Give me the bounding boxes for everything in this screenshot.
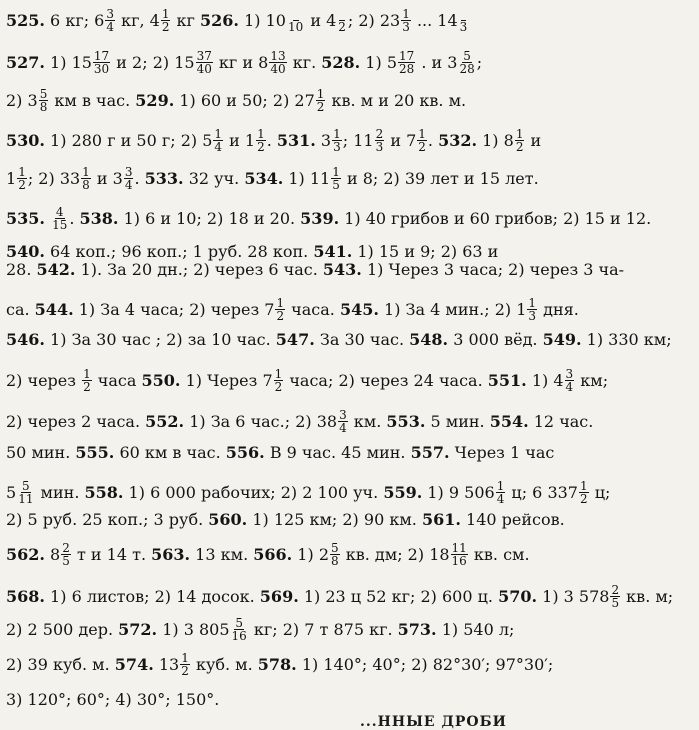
answer-text: 1) 125 км; 2) 90 км. [247, 510, 422, 529]
fraction-denominator: 16 [231, 629, 247, 643]
problem-number: 530. [6, 130, 45, 150]
answer-text: 12 час. [528, 411, 594, 431]
problem-number: 547. [275, 330, 315, 349]
fraction-denominator: 2 [83, 380, 91, 394]
answer-text: 1). За 20 дн.; 2) через 6 час. [75, 260, 323, 279]
answer-line [6, 297, 695, 322]
fraction-denominator: 40 [270, 62, 286, 76]
answer-text: 50 мин. [6, 443, 76, 462]
answer-line [6, 443, 695, 463]
answer-line [6, 690, 695, 710]
answer-text: кг [171, 10, 201, 30]
answer-text: км в час. [49, 90, 136, 110]
fraction-numerator: 1 [83, 367, 91, 381]
answer-text: . и 3 [416, 52, 458, 72]
fraction-numerator: 5 [235, 616, 243, 630]
problem-number: 542. [36, 260, 76, 279]
answer-text: 3 000 вёд. [448, 330, 543, 349]
fraction-numerator: 4 [55, 205, 64, 219]
problem-number: 558. [84, 482, 124, 502]
answer-text: 1) 15 [44, 52, 92, 72]
fraction-denominator: 2 [276, 309, 285, 323]
answer-text: 1 [6, 168, 17, 188]
answer-text: 1) За 4 мин.; 2) 1 [378, 299, 527, 319]
answer-text: 2) 2 500 дер. [6, 619, 119, 639]
fraction [332, 128, 342, 153]
answer-text: 60 км в час. [114, 443, 226, 462]
fraction-numerator: 2 [611, 583, 620, 597]
answer-text: ... 14 [411, 10, 458, 30]
fraction-numerator: 3 [565, 367, 574, 381]
fraction-numerator: 5 [39, 87, 48, 101]
answer-text: дня. [538, 299, 579, 319]
answer-text: 1) 280 г и 50 г; 2) 5 [44, 130, 213, 150]
problem-number: 573. [397, 619, 437, 639]
fraction [398, 50, 415, 75]
answer-text: кг и 8 [213, 52, 269, 72]
problem-number: 529. [135, 90, 175, 110]
answer-text: и 8; 2) 39 лет и 15 лет. [341, 168, 539, 188]
fraction-denominator: 2 [316, 100, 325, 114]
fraction-numerator: 5 [463, 49, 471, 63]
fraction-numerator: 2 [375, 127, 384, 141]
fraction [61, 542, 71, 567]
problem-number: 534. [244, 168, 284, 188]
answer-text: км; [575, 370, 609, 390]
answer-text: В 9 час. 45 мин. [264, 443, 411, 462]
fraction [274, 368, 284, 393]
answer-text: 5 [6, 482, 17, 502]
answer-line [6, 542, 695, 567]
fraction [81, 166, 91, 191]
fraction-denominator: 3 [375, 140, 384, 154]
fraction [287, 8, 304, 33]
fraction [180, 652, 190, 677]
answer-text: 5 мин. [425, 411, 490, 431]
fraction-denominator: 30 [93, 62, 110, 76]
problem-number: 527. [6, 52, 45, 72]
answer-text: 32 уч. [183, 168, 245, 188]
problem-number: 532. [438, 130, 478, 150]
problem-number: 557. [410, 443, 450, 462]
fraction [231, 617, 248, 642]
problem-number: 545. [339, 299, 379, 319]
fraction-denominator: 3 [402, 20, 410, 34]
section-heading-partial: ...ННЫЕ ДРОБИ [360, 714, 507, 730]
fraction-denominator: 2 [257, 140, 265, 154]
answer-text: и 3 [91, 168, 123, 188]
answer-text: . [266, 130, 277, 150]
answer-text: 1) 6 и 10; 2) 18 и 20. [118, 208, 301, 228]
fraction-denominator: 5 [611, 596, 620, 610]
fraction [610, 584, 620, 609]
fraction [459, 8, 469, 33]
answer-text: 2) 3 [6, 90, 38, 110]
fraction [451, 542, 468, 567]
fraction [338, 409, 348, 434]
problem-number: 544. [34, 299, 74, 319]
fraction-numerator: 1 [214, 127, 223, 141]
answer-text: 2) 39 куб. м. [6, 654, 115, 674]
fraction [161, 8, 171, 33]
fraction [105, 8, 115, 33]
problem-number: 562. [6, 544, 45, 564]
fraction [17, 166, 27, 191]
fraction-denominator: 3 [528, 309, 537, 323]
problem-number: 551. [487, 370, 527, 390]
fraction [527, 297, 537, 322]
fraction-numerator: 37 [196, 49, 212, 63]
answer-text: 1) 15 и 9; 2) 63 и [352, 242, 499, 261]
answer-text: . [427, 130, 439, 150]
fraction-numerator: 1 [579, 479, 588, 493]
problem-number: 570. [498, 586, 538, 606]
problem-number: 533. [144, 168, 184, 188]
fraction [337, 8, 347, 33]
answer-text: и [525, 130, 542, 150]
answer-text: 1) 6 000 рабочих; 2) 2 100 уч. [123, 482, 384, 502]
fraction-denominator: 5 [332, 178, 340, 192]
answer-text: и 1 [224, 130, 256, 150]
fraction-denominator: 4 [106, 20, 114, 34]
fraction-denominator: 8 [331, 554, 339, 568]
answer-text: 1) 330 км; [581, 330, 672, 349]
fraction-numerator: 1 [18, 165, 26, 179]
fraction-denominator: 11 [18, 492, 34, 506]
fraction [330, 542, 340, 567]
fraction-denominator: 5 [62, 554, 70, 568]
answer-line [6, 50, 695, 75]
problem-number: 574. [114, 654, 154, 674]
answer-text: За 30 час. [314, 330, 410, 349]
fraction-denominator: 28 [399, 62, 415, 76]
answer-text: 1) За 6 час.; 2) 38 [184, 411, 338, 431]
answer-text: 1) 4 [526, 370, 564, 390]
problem-number: 554. [489, 411, 529, 431]
fraction-denominator: 2 [274, 380, 283, 394]
problem-number: 548. [409, 330, 449, 349]
answer-text: т и 14 т. [71, 544, 152, 564]
problem-number: 540. [6, 242, 45, 261]
answer-line [6, 88, 695, 113]
answer-text: 1) 5 [360, 52, 397, 72]
fraction [458, 50, 475, 75]
answer-text: 1) За 4 часа; 2) через 7 [73, 299, 275, 319]
problem-number: 553. [386, 411, 426, 431]
answer-text: ; 11 [342, 130, 374, 150]
fraction [39, 88, 49, 113]
fraction-numerator: 11 [451, 541, 467, 555]
fraction-numerator: 1 [332, 165, 340, 179]
problem-number: 578. [257, 654, 297, 674]
answer-text: 2) через 2 часа. [6, 411, 146, 431]
fraction-denominator: 4 [565, 380, 574, 394]
fraction [275, 297, 285, 322]
fraction [375, 128, 385, 153]
problem-number: 539. [300, 208, 340, 228]
problem-number: 528. [321, 52, 361, 72]
fraction-numerator: 13 [270, 49, 286, 63]
fraction-numerator: 1 [274, 367, 283, 381]
answer-text: 1) 10 [239, 10, 286, 30]
answer-text: и 4 [305, 10, 337, 30]
problem-number: 526. [200, 10, 239, 30]
problem-number: 552. [145, 411, 185, 431]
answer-text: ; 2) 33 [27, 168, 81, 188]
fraction [124, 166, 134, 191]
problem-number: 555. [75, 443, 115, 462]
answer-line [6, 652, 695, 677]
problem-number: 561. [421, 510, 461, 529]
answer-line [6, 617, 695, 642]
fraction-numerator: 1 [316, 87, 325, 101]
answer-text: и 7 [385, 130, 417, 150]
problem-number: 549. [542, 330, 582, 349]
fraction-denominator: 8 [82, 178, 90, 192]
fraction [515, 128, 525, 153]
answer-text: 8 [44, 544, 61, 564]
fraction-numerator: 1 [418, 127, 426, 141]
fraction-denominator: 4 [124, 178, 133, 192]
fraction [213, 128, 223, 153]
answer-text: . [134, 168, 145, 188]
answer-text: и 2; 2) 15 [111, 52, 195, 72]
fraction-numerator: 1 [181, 651, 189, 665]
fraction-denominator: 2 [18, 178, 26, 192]
answer-text: са. [6, 299, 35, 319]
problem-number: 525. [6, 10, 45, 30]
fraction-numerator: 1 [402, 7, 410, 21]
answer-text: 1) 2 [292, 544, 329, 564]
answer-text: 1) 40 грибов и 60 грибов; 2) 15 и 12. [339, 208, 652, 228]
fraction [401, 8, 411, 33]
fraction [269, 50, 286, 75]
answer-line [6, 368, 695, 393]
fraction-numerator: 2 [62, 541, 70, 555]
answer-text: кв. м; [621, 586, 674, 606]
answer-line [6, 330, 695, 350]
fraction [17, 480, 34, 505]
fraction-denominator: 3 [333, 140, 341, 154]
fraction-denominator: 3 [459, 20, 468, 34]
fraction-numerator: 1 [257, 127, 265, 141]
answer-text: 6 кг; 6 [44, 10, 105, 30]
fraction-numerator: 1 [333, 127, 341, 141]
answer-text: кг, 4 [116, 10, 160, 30]
fraction [331, 166, 341, 191]
fraction-numerator: 3 [106, 7, 114, 21]
problem-number: 546. [6, 330, 45, 349]
fraction-numerator: 3 [124, 165, 133, 179]
fraction [82, 368, 92, 393]
fraction-denominator: 2 [579, 492, 588, 506]
fraction-denominator: 4 [339, 421, 347, 435]
fraction [196, 50, 213, 75]
answer-line [6, 480, 695, 505]
answer-text: 28. [6, 260, 37, 279]
fraction-denominator: 15 [52, 218, 68, 232]
fraction-numerator: 1 [515, 127, 524, 141]
fraction-denominator: 4 [496, 492, 505, 506]
answer-text: ; [476, 52, 483, 72]
answer-text: часа. [286, 299, 340, 319]
answer-text: . [69, 208, 80, 228]
answer-text: кг. [287, 52, 322, 72]
answer-text [45, 209, 50, 229]
problem-number: 569. [259, 586, 299, 606]
fraction-denominator: 2 [161, 20, 170, 34]
fraction-denominator: 8 [39, 100, 48, 114]
answer-text: 1) 540 л; [436, 619, 515, 639]
answer-text: 1) За 30 час ; 2) за 10 час. [44, 330, 276, 349]
fraction-numerator: 1 [276, 296, 285, 310]
answer-text: ц; 6 337 [506, 482, 578, 502]
answer-line [6, 8, 695, 33]
answer-line [6, 584, 695, 609]
answer-text: 140 рейсов. [460, 510, 565, 529]
answer-text: 2) 5 руб. 25 коп.; 3 руб. [6, 510, 209, 529]
fraction [579, 480, 589, 505]
answer-text: Через 1 час [449, 443, 555, 462]
answer-line [6, 242, 695, 262]
problem-number: 543. [322, 260, 362, 279]
answer-text: 3) 120°; 60°; 4) 30°; 150°. [6, 690, 220, 709]
problem-number: 541. [313, 242, 353, 261]
answer-text: мин. [35, 482, 85, 502]
answer-text: 1) 23 ц 52 кг; 2) 600 ц. [298, 586, 499, 606]
problem-number: 563. [151, 544, 191, 564]
answer-text: 13 [153, 654, 180, 674]
answer-text: ; 2) 23 [347, 10, 401, 30]
fraction-denominator: 2 [515, 140, 524, 154]
answer-text: 1) 11 [283, 168, 331, 188]
answer-text: 3 [315, 130, 332, 150]
fraction-numerator: 1 [161, 7, 170, 21]
answer-text: кв. см. [468, 544, 530, 564]
answer-text: 1) 3 578 [537, 586, 610, 606]
fraction-denominator: 2 [418, 140, 426, 154]
answer-text: 1) 9 506 [422, 482, 495, 502]
answer-line [6, 510, 695, 530]
problem-number: 531. [276, 130, 316, 150]
answer-text: часа; 2) через 24 часа. [284, 370, 488, 390]
answer-text: 13 км. [190, 544, 254, 564]
answer-text: кв. дм; 2) 18 [340, 544, 450, 564]
answer-text: 1) 60 и 50; 2) 27 [174, 90, 315, 110]
answer-text: 1) 3 805 [157, 619, 230, 639]
fraction-numerator: 1 [82, 165, 90, 179]
fraction-denominator: 40 [196, 62, 212, 76]
answer-text: 1) 8 [477, 130, 514, 150]
answer-text: 64 коп.; 96 коп.; 1 руб. 28 коп. [44, 242, 314, 261]
answer-text: 1) 140°; 40°; 2) 82°30′; 97°30′; [296, 654, 554, 674]
fraction-denominator: 2 [338, 20, 346, 34]
fraction-numerator: 5 [22, 479, 30, 493]
answer-text: кв. м и 20 кв. м. [326, 90, 467, 110]
problem-number: 538. [79, 208, 119, 228]
fraction-numerator: 1 [528, 296, 537, 310]
problem-number: 572. [118, 619, 158, 639]
fraction-numerator: 5 [331, 541, 339, 555]
fraction-denominator: 16 [451, 554, 467, 568]
fraction-denominator: 4 [214, 140, 223, 154]
problem-number: 535. [6, 208, 45, 228]
fraction [256, 128, 266, 153]
problem-number: 568. [6, 586, 45, 606]
answer-line [6, 260, 695, 280]
answer-text: часа [92, 370, 142, 390]
fraction [93, 50, 110, 75]
answer-text: км. [348, 411, 387, 431]
problem-number: 566. [253, 544, 293, 564]
answer-line [6, 166, 695, 191]
problem-number: 556. [225, 443, 265, 462]
answer-line [6, 128, 695, 153]
answer-text: ц; [589, 482, 611, 502]
fraction-numerator: 1 [496, 479, 505, 493]
answer-text: 1) Через 7 [180, 370, 273, 390]
problem-number: 559. [383, 482, 423, 502]
fraction [565, 368, 575, 393]
problem-number: 560. [208, 510, 248, 529]
fraction-denominator: 2 [181, 664, 189, 678]
fraction [417, 128, 427, 153]
answer-text: кг; 2) 7 т 875 кг. [248, 619, 398, 639]
fraction-numerator: 17 [399, 49, 415, 63]
answer-text: куб. м. [190, 654, 258, 674]
fraction-denominator: 10 [287, 20, 304, 34]
answer-text: 2) через [6, 370, 82, 390]
fraction-numerator: 17 [93, 49, 110, 63]
fraction [496, 480, 506, 505]
answer-text: 1) 6 листов; 2) 14 досок. [44, 586, 260, 606]
problem-number: 550. [141, 370, 181, 390]
fraction-denominator: 28 [459, 62, 475, 76]
fraction [51, 206, 68, 231]
answer-line [6, 409, 695, 434]
answer-text: 1) Через 3 часа; 2) через 3 ча- [361, 260, 625, 279]
answer-line [6, 206, 695, 231]
fraction [316, 88, 326, 113]
fraction-numerator: 3 [339, 408, 347, 422]
